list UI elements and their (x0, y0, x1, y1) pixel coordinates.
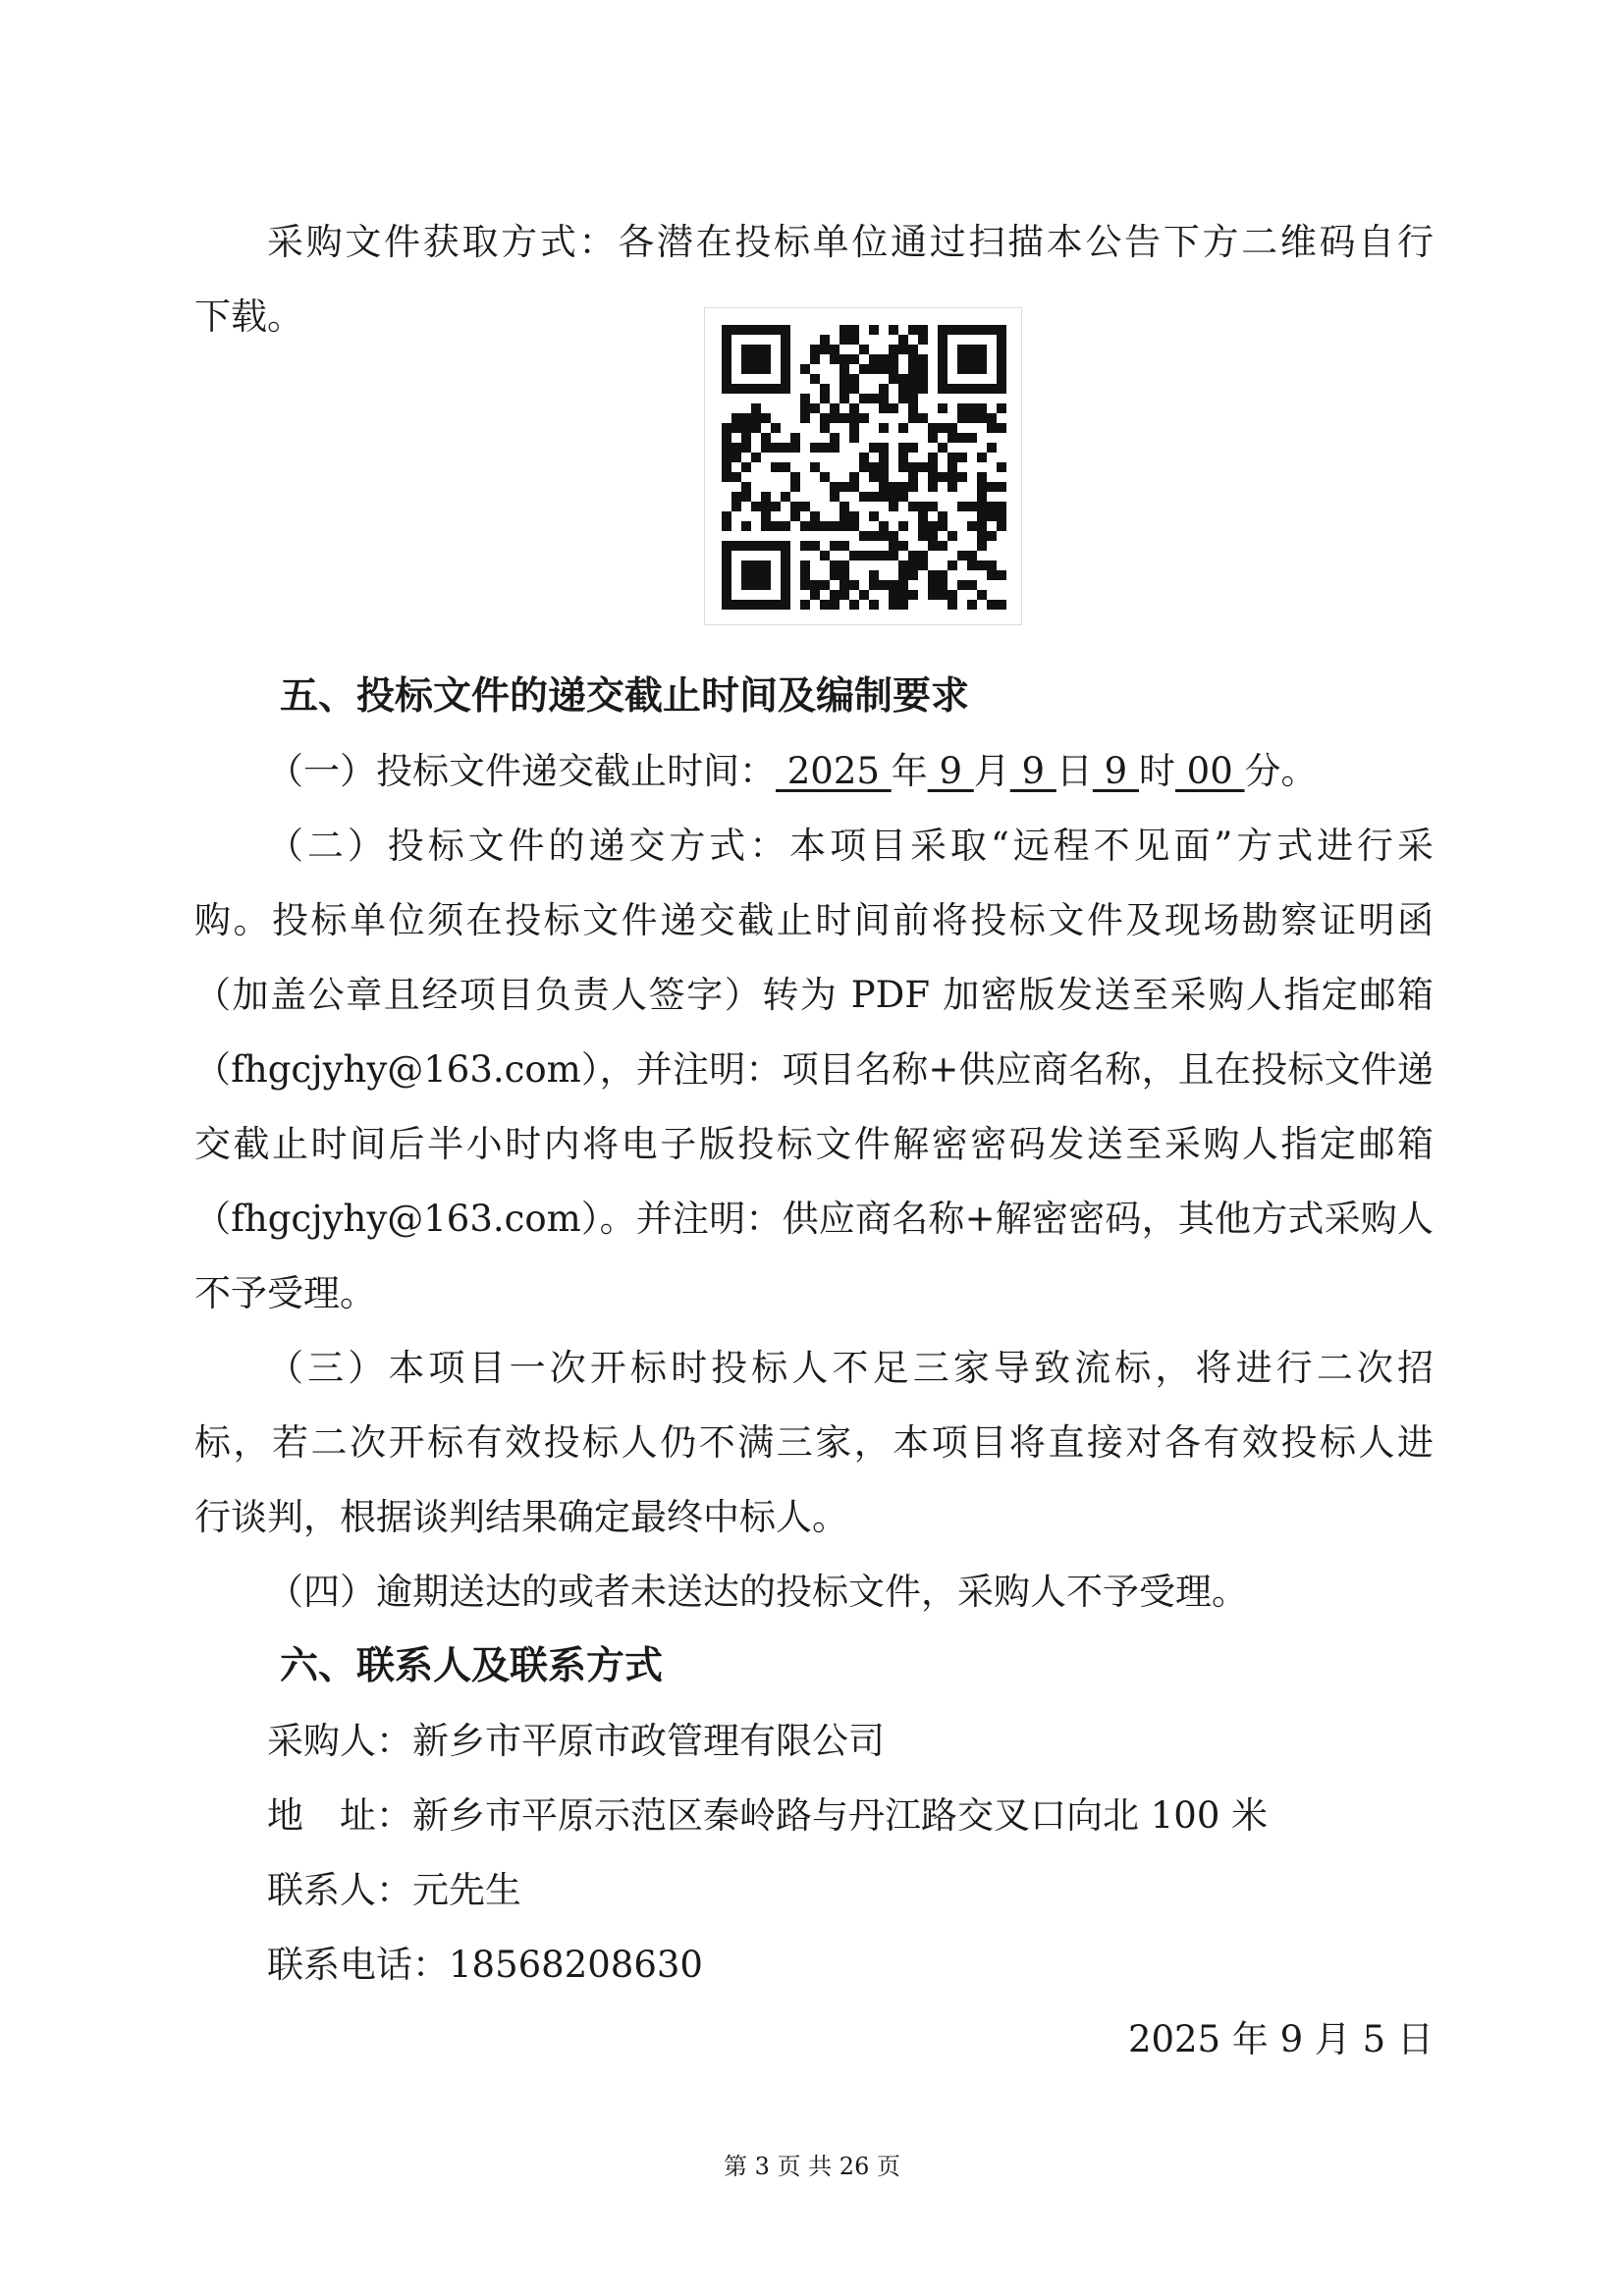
retender-line: （三）本项目一次开标时投标人不足三家导致流标，将进行二次招 (267, 1347, 1434, 1389)
deadline-day-unit: 日 (1056, 750, 1093, 792)
phone-line: 联系电话：18568208630 (267, 1944, 703, 1986)
purchaser-line: 采购人：新乡市平原市政管理有限公司 (267, 1720, 885, 1762)
retender-line: 行谈判，根据谈判结果确定最终中标人。 (194, 1496, 848, 1538)
section-5-title: 五、投标文件的递交截止时间及编制要求 (280, 674, 970, 719)
deadline-prefix: （一）投标文件递交截止时间： (267, 750, 776, 792)
deadline-year: 2025 (776, 750, 892, 792)
intro-line-2: 下载。 (194, 295, 303, 338)
qr-modules (722, 325, 1006, 610)
page-footer: 第 3 页 共 26 页 (724, 2153, 900, 2180)
notice-date: 2025 年 9 月 5 日 (1127, 2018, 1434, 2060)
method-line: 交截止时间后半小时内将电子版投标文件解密密码发送至采购人指定邮箱 (194, 1123, 1434, 1165)
method-line: 不予受理。 (194, 1272, 376, 1314)
deadline-month-unit: 月 (973, 750, 1010, 792)
method-line: （二）投标文件的递交方式：本项目采取“远程不见面”方式进行采 (267, 825, 1434, 867)
retender-line: 标，若二次开标有效投标人仍不满三家，本项目将直接对各有效投标人进 (194, 1421, 1434, 1464)
deadline-month: 9 (927, 750, 974, 792)
contact-line: 联系人：元先生 (267, 1869, 521, 1911)
deadline-year-unit: 年 (891, 750, 928, 792)
method-line: （fhgcjyhy@163.com）。并注明：供应商名称+解密密码，其他方式采购人 (194, 1198, 1434, 1240)
intro-line-1: 采购文件获取方式：各潜在投标单位通过扫描本公告下方二维码自行 (267, 221, 1434, 263)
deadline-day: 9 (1009, 750, 1056, 792)
late-submission-line: （四）逾期送达的或者未送达的投标文件，采购人不予受理。 (267, 1571, 1248, 1613)
section-6-title: 六、联系人及联系方式 (280, 1644, 664, 1688)
deadline-line (267, 734, 1318, 809)
method-line: （fhgcjyhy@163.com），并注明：项目名称+供应商名称，且在投标文件递 (194, 1048, 1434, 1091)
deadline-minute-unit: 分。 (1244, 750, 1318, 792)
address-line: 地 址：新乡市平原示范区秦岭路与丹江路交叉口向北 100 米 (267, 1794, 1269, 1837)
qr-code-graphic (705, 308, 1021, 624)
method-line: 购。投标单位须在投标文件递交截止时间前将投标文件及现场勘察证明函 (194, 899, 1434, 941)
qr-code-icon (704, 307, 1022, 625)
method-line: （加盖公章且经项目负责人签字）转为 PDF 加密版发送至采购人指定邮箱 (194, 974, 1434, 1016)
deadline-hour-unit: 时 (1138, 750, 1175, 792)
deadline-minute: 00 (1174, 750, 1245, 792)
deadline-hour: 9 (1092, 750, 1139, 792)
